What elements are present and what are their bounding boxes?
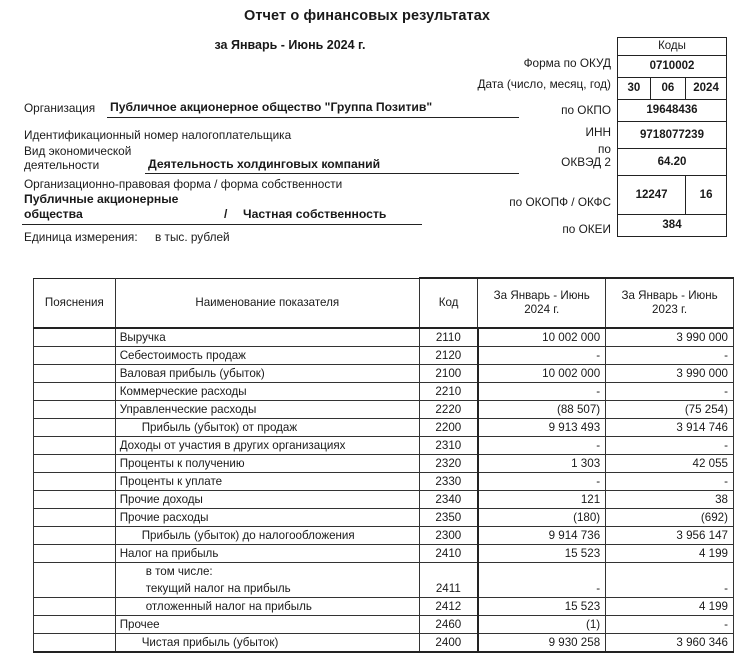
row-code: 2340 [419,491,478,509]
label-okei: по ОКЕИ [562,222,611,236]
row-current-value: - [478,437,606,455]
label-okved-line1: по [598,142,611,156]
table-row [34,473,734,491]
table-row [34,347,734,365]
unit-value: в тыс. рублей [155,230,230,244]
row-name: Коммерческие расходы [115,383,419,401]
date-day: 30 [618,78,651,100]
header-indicator-name: Наименование показателя [115,278,419,328]
row-name-line2: текущий налог на прибыль [145,582,291,595]
row-name: Чистая прибыль (убыток) [115,634,419,653]
okud-value: 0710002 [618,56,727,78]
row-name: Прочие доходы [115,491,419,509]
row-code: 2400 [419,634,478,653]
codes-row-okpo [618,100,727,122]
row-current-value: (88 507) [478,401,606,419]
row-notes [34,545,116,563]
row-notes [34,527,116,545]
row-current-value: 1 303 [478,455,606,473]
row-name: Управленческие расходы [115,401,419,419]
row-current-value: - [478,383,606,401]
okei-value: 384 [618,215,727,237]
table-row [34,545,734,563]
row-name: Прочие расходы [115,509,419,527]
row-name: Прочее [115,616,419,634]
codes-row-okved [618,149,727,176]
row-previous-value: 4 199 [606,598,734,616]
page-subtitle: за Январь - Июнь 2024 г. [214,38,366,52]
row-previous-value: - [606,563,734,598]
okpo-value: 19648436 [618,100,727,122]
row-notes [34,328,116,347]
table-row [34,383,734,401]
table-row-total [34,634,734,653]
row-code: 2460 [419,616,478,634]
table-row [34,527,734,545]
activity-value: Деятельность холдинговых компаний [148,157,381,171]
row-notes [34,634,116,653]
row-name: Себестоимость продаж [115,347,419,365]
row-name: Прибыль (убыток) до налогообложения [115,527,419,545]
row-notes [34,473,116,491]
codes-row-inn [618,122,727,149]
row-name: отложенный налог на прибыль [115,598,419,616]
row-current-value: 9 930 258 [478,634,606,653]
row-current-value: - [478,347,606,365]
row-previous-value: - [606,437,734,455]
okopf-value: 12247 [618,176,686,215]
label-okved-line2: ОКВЭД 2 [561,155,611,169]
row-name-line1: в том числе: [145,565,213,578]
table-row [34,455,734,473]
row-current-value: 121 [478,491,606,509]
row-current-value: 9 914 736 [478,527,606,545]
row-notes [34,563,116,598]
organization-label: Организация [24,101,96,115]
row-notes [34,347,116,365]
row-previous-value: - [606,616,734,634]
row-notes [34,383,116,401]
header-code: Код [419,278,478,328]
row-notes [34,365,116,383]
activity-underline [145,173,519,174]
row-previous-value: (75 254) [606,401,734,419]
financial-results-table [33,277,734,653]
row-previous-value: (692) [606,509,734,527]
row-current-value: - [478,563,606,598]
legal-form-underline [22,224,422,225]
activity-label-line1: Вид экономической [24,144,132,158]
table-row [34,598,734,616]
row-previous-value: 3 914 746 [606,419,734,437]
organization-value: Публичное акционерное общество "Группа Позитив" [110,100,433,114]
table-row [34,437,734,455]
legal-form-value-line2: общества [24,207,83,221]
row-notes [34,598,116,616]
codes-row-okei [618,215,727,237]
row-current-value: 10 002 000 [478,328,606,347]
table-body [34,328,734,652]
codes-header-row [618,38,727,56]
label-okpo: по ОКПО [561,103,611,117]
table-row [34,509,734,527]
codes-row-date [618,78,727,100]
row-name: Прибыль (убыток) от продаж [115,419,419,437]
table-row [34,328,734,347]
table-row [34,401,734,419]
row-previous-value: 4 199 [606,545,734,563]
row-current-value: (1) [478,616,606,634]
row-notes [34,437,116,455]
row-previous-value: - [606,473,734,491]
row-current-value: 15 523 [478,545,606,563]
row-previous-value: 3 956 147 [606,527,734,545]
row-previous-value: 3 960 346 [606,634,734,653]
label-inn: ИНН [585,125,611,139]
codes-header-cell: Коды [618,38,727,56]
row-name: Налог на прибыль [115,545,419,563]
date-year: 2024 [686,78,727,100]
row-notes [34,455,116,473]
codes-row-okopf-okfs [618,176,727,215]
label-okud: Форма по ОКУД [523,56,611,70]
okfs-value: 16 [686,176,727,215]
row-previous-value: 38 [606,491,734,509]
table-row [34,365,734,383]
row-notes [34,401,116,419]
row-code: 2410 [419,545,478,563]
codes-row-okud [618,56,727,78]
row-code: 2120 [419,347,478,365]
ownership-value: Частная собственность [243,207,387,221]
row-notes [34,491,116,509]
row-code: 2350 [419,509,478,527]
header-previous-line1: За Январь - Июнь [621,289,718,302]
row-current-value: - [478,473,606,491]
row-previous-value: 42 055 [606,455,734,473]
row-previous-value: 3 990 000 [606,328,734,347]
label-okopf-okfs: по ОКОПФ / ОКФС [509,195,611,209]
header-current-period [478,278,606,328]
taxpayer-id-label: Идентификационный номер налогоплательщика [24,128,292,142]
table-row-merged [34,563,734,598]
row-code: 2320 [419,455,478,473]
row-code: 2330 [419,473,478,491]
legal-form-value-line1: Публичные акционерные [24,192,179,206]
unit-label: Единица измерения: [24,230,138,244]
row-name: Проценты к получению [115,455,419,473]
inn-value: 9718077239 [618,122,727,149]
row-name [115,563,419,598]
row-notes [34,509,116,527]
table-row [34,419,734,437]
row-code: 2220 [419,401,478,419]
row-code: 2310 [419,437,478,455]
legal-form-label: Организационно-правовая форма / форма собственности [24,177,343,191]
row-name: Проценты к уплате [115,473,419,491]
date-month: 06 [650,78,685,100]
header-previous-line2: 2023 г. [652,303,688,316]
row-previous-value: 3 990 000 [606,365,734,383]
row-notes [34,419,116,437]
organization-underline [107,117,519,118]
row-code: 2412 [419,598,478,616]
header-current-line2: 2024 г. [524,303,560,316]
row-name: Валовая прибыль (убыток) [115,365,419,383]
table-row [34,616,734,634]
page-title: Отчет о финансовых результатах [243,8,491,24]
codes-table [617,37,727,237]
row-notes [34,616,116,634]
row-code: 2200 [419,419,478,437]
row-current-value: 9 913 493 [478,419,606,437]
table-header-row [34,278,734,328]
row-name: Выручка [115,328,419,347]
header-previous-period [606,278,734,328]
row-name: Доходы от участия в других организациях [115,437,419,455]
row-code: 2110 [419,328,478,347]
table-row [34,491,734,509]
row-code: 2411 [419,563,478,598]
header-notes: Пояснения [34,278,116,328]
row-current-value: 15 523 [478,598,606,616]
activity-label-line2: деятельности [24,158,100,172]
row-code: 2100 [419,365,478,383]
row-current-value: 10 002 000 [478,365,606,383]
row-previous-value: - [606,347,734,365]
label-date: Дата (число, месяц, год) [477,77,611,91]
row-code: 2300 [419,527,478,545]
row-code: 2210 [419,383,478,401]
okved-value: 64.20 [618,149,727,176]
row-current-value: (180) [478,509,606,527]
legal-form-separator: / [224,207,228,221]
row-previous-value: - [606,383,734,401]
header-current-line1: За Январь - Июнь [493,289,590,302]
